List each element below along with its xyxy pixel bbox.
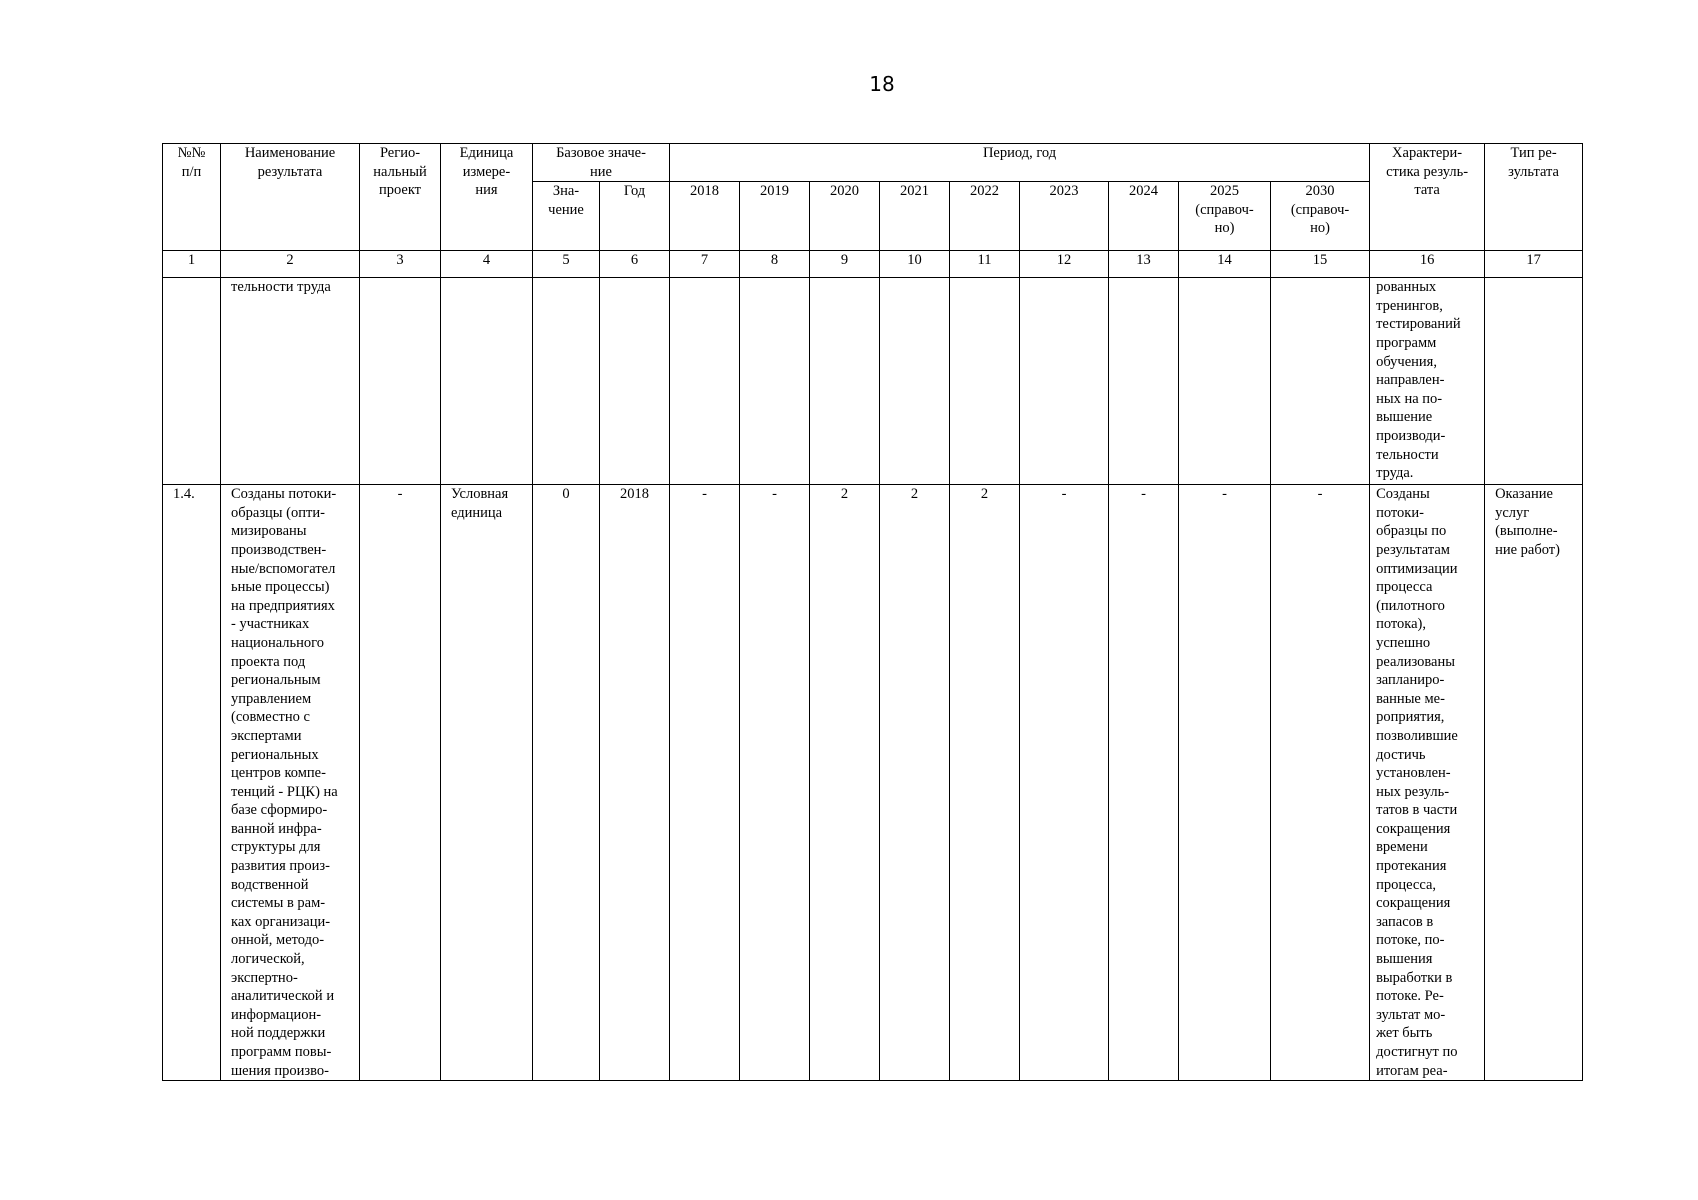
row-base-year — [600, 278, 670, 485]
column-number: 13 — [1109, 251, 1179, 278]
row-type: Оказание услуг (выполне- ние работ) — [1485, 485, 1583, 1081]
row-year-value — [1020, 278, 1109, 485]
header-year: 2025 (справоч- но) — [1179, 182, 1271, 251]
row-year-value: 2 — [880, 485, 950, 1081]
row-type — [1485, 278, 1583, 485]
row-base-value: 0 — [533, 485, 600, 1081]
column-number: 12 — [1020, 251, 1109, 278]
header-year: 2024 — [1109, 182, 1179, 251]
row-base-value — [533, 278, 600, 485]
row-year-value: - — [1179, 485, 1271, 1081]
row-characteristic: рованных тренингов, тестирований программ обучения, направлен- ных на по- вышение производи- тельности труда. — [1370, 278, 1485, 485]
header-row-top — [163, 144, 1583, 182]
header-year: 2019 — [740, 182, 810, 251]
column-number: 3 — [360, 251, 441, 278]
row-base-year: 2018 — [600, 485, 670, 1081]
header-base-value: Зна- чение — [533, 182, 600, 251]
column-number: 15 — [1271, 251, 1370, 278]
row-name: Созданы потоки- образцы (опти- мизированы производствен- ные/вспомогател ьные процессы) на предприятиях - участниках национального проекта под региональным управлением (совместно с экспертами региональных центров компе- тенций - РЦК) на базе сформиро- ванной инфра- структуры для развития произ- водственной системы в рам- ках организаци- онной, методо- логической, экспертно- аналитической и информацион- ной поддержки программ повы- шения произво- — [221, 485, 360, 1081]
page-number: 18 — [869, 72, 895, 96]
row-year-value — [670, 278, 740, 485]
row-name: тельности труда — [221, 278, 360, 485]
row-project — [360, 278, 441, 485]
row-year-value: - — [1020, 485, 1109, 1081]
header-num: №№ п/п — [163, 144, 221, 251]
header-period: Период, год — [670, 144, 1370, 182]
header-year: 2022 — [950, 182, 1020, 251]
row-project: - — [360, 485, 441, 1081]
column-number-row — [163, 251, 1583, 278]
column-number: 5 — [533, 251, 600, 278]
header-characteristic: Характери- стика резуль- тата — [1370, 144, 1485, 251]
row-year-value: - — [670, 485, 740, 1081]
row-year-value — [740, 278, 810, 485]
column-number: 6 — [600, 251, 670, 278]
results-table — [162, 143, 1583, 1081]
header-base-year: Год — [600, 182, 670, 251]
column-number: 14 — [1179, 251, 1271, 278]
row-unit — [441, 278, 533, 485]
row-year-value — [1109, 278, 1179, 485]
row-year-value — [950, 278, 1020, 485]
column-number: 11 — [950, 251, 1020, 278]
row-year-value — [810, 278, 880, 485]
column-number: 8 — [740, 251, 810, 278]
header-project: Регио- нальный проект — [360, 144, 441, 251]
column-number: 1 — [163, 251, 221, 278]
column-number: 10 — [880, 251, 950, 278]
table-row — [163, 278, 1583, 485]
row-year-value: 2 — [950, 485, 1020, 1081]
header-unit: Единица измере- ния — [441, 144, 533, 251]
header-name: Наименование результата — [221, 144, 360, 251]
row-year-value — [880, 278, 950, 485]
row-year-value: - — [1271, 485, 1370, 1081]
row-year-value — [1179, 278, 1271, 485]
row-year-value: 2 — [810, 485, 880, 1081]
column-number: 9 — [810, 251, 880, 278]
column-number: 2 — [221, 251, 360, 278]
row-year-value: - — [1109, 485, 1179, 1081]
row-characteristic: Созданы потоки- образцы по результатам оптимизации процесса (пилотного потока), успешно реализованы запланиро- ванные ме- роприятия, позволившие достичь установлен- ных резуль- татов в части сокращения времени протекания процесса, сокращения запасов в потоке, по- вышения выработки в потоке. Ре- зультат мо- жет быть достигнут по итогам реа- — [1370, 485, 1485, 1081]
column-number: 17 — [1485, 251, 1583, 278]
header-year: 2023 — [1020, 182, 1109, 251]
row-year-value — [1271, 278, 1370, 485]
header-type: Тип ре- зультата — [1485, 144, 1583, 251]
header-year: 2030 (справоч- но) — [1271, 182, 1370, 251]
row-year-value: - — [740, 485, 810, 1081]
header-year: 2020 — [810, 182, 880, 251]
header-base: Базовое значе- ние — [533, 144, 670, 182]
row-num — [163, 278, 221, 485]
header-year: 2018 — [670, 182, 740, 251]
header-year: 2021 — [880, 182, 950, 251]
column-number: 7 — [670, 251, 740, 278]
column-number: 16 — [1370, 251, 1485, 278]
table-row — [163, 485, 1583, 1081]
column-number: 4 — [441, 251, 533, 278]
row-num: 1.4. — [163, 485, 221, 1081]
row-unit: Условная единица — [441, 485, 533, 1081]
